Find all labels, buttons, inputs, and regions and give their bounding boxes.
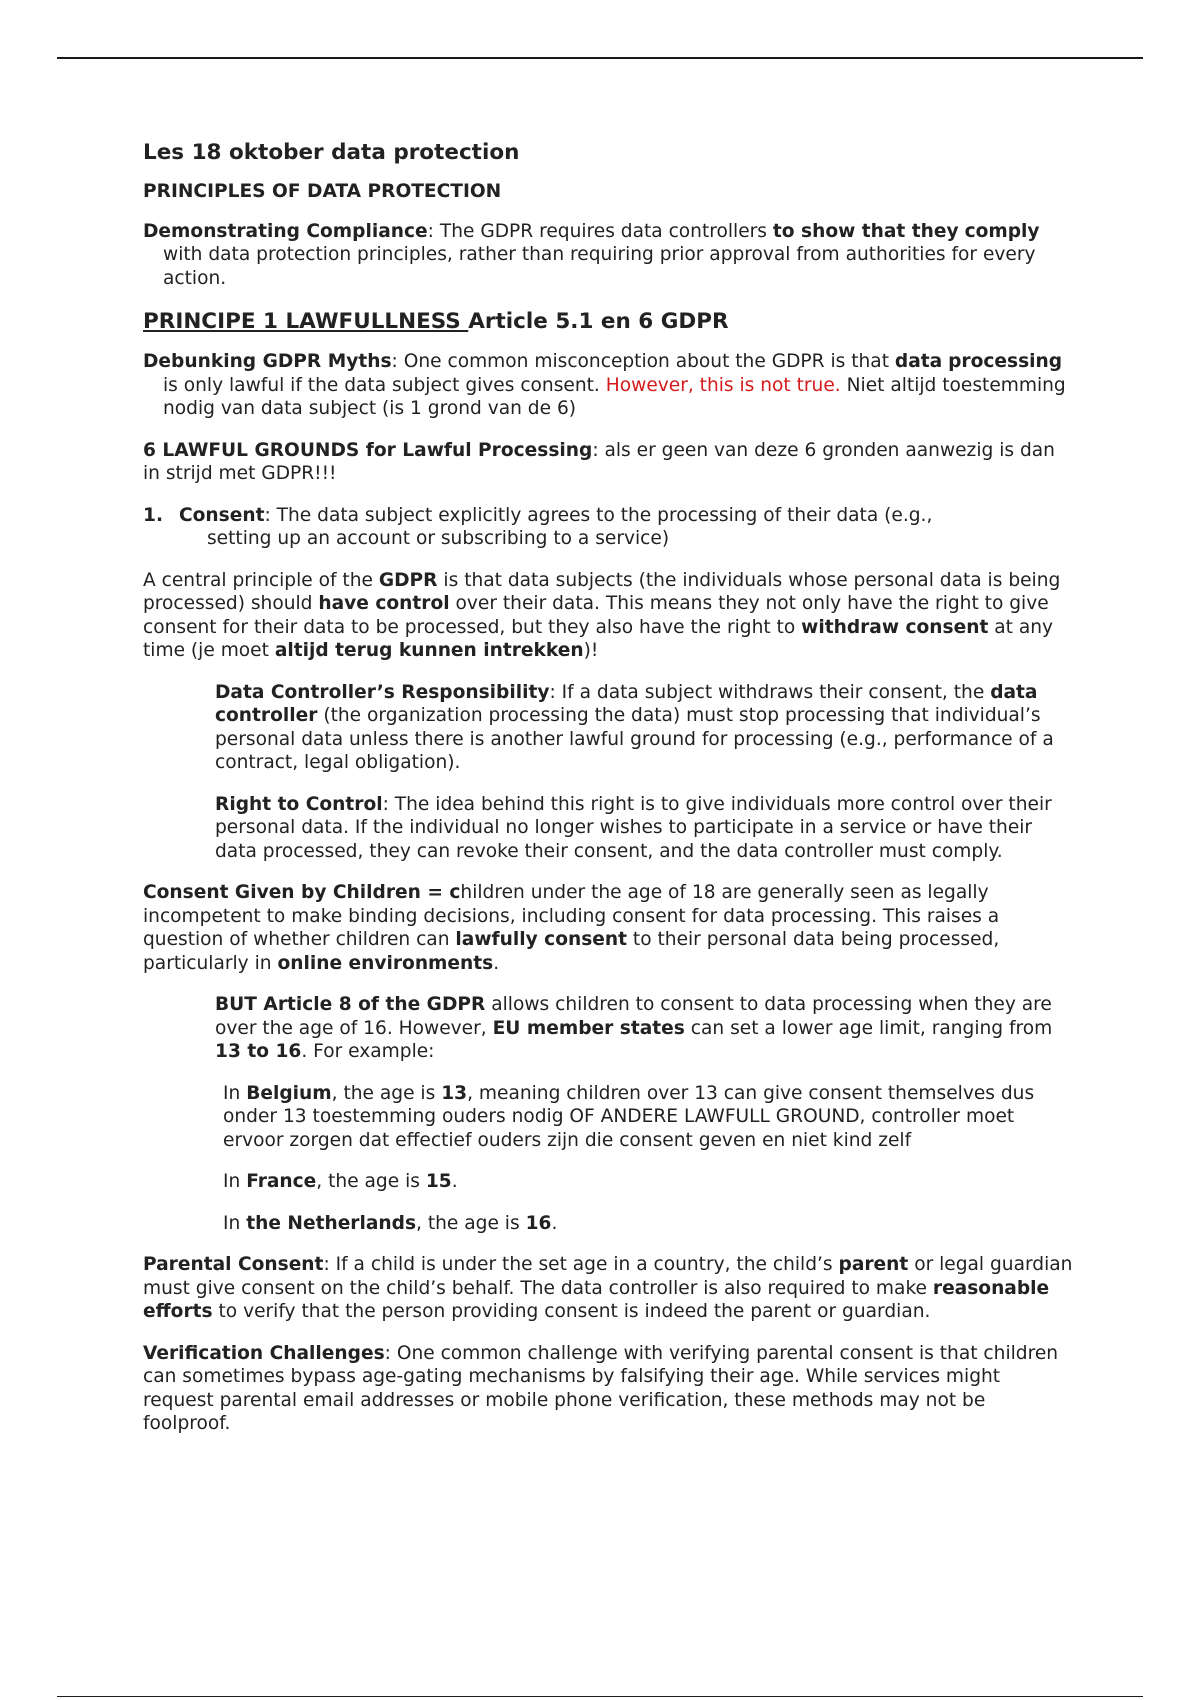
central-t1: A central principle of the	[143, 569, 379, 591]
myths-bold-a: data	[894, 351, 943, 372]
compliance-paragraph	[143, 220, 1073, 291]
consent-text-b: setting up an account or subscribing to a service)	[207, 528, 670, 549]
central-b1: GDPR	[378, 569, 438, 591]
myths-red-text: However, this is not true.	[605, 374, 841, 396]
controller-resp-b1: data controller	[215, 681, 1038, 726]
consent-label: Consent	[179, 504, 265, 526]
netherlands-t1: In	[223, 1212, 247, 1234]
principe-1-article: Article 5.1 en 6 GDPR	[468, 309, 729, 334]
controller-resp-label: Data Controller’s Responsibility	[215, 681, 550, 703]
central-b4: altijd terug kunnen intrekken	[274, 640, 584, 661]
article8-t1: allows children to consent to data processing when they are over the age of 16. However,	[215, 994, 1052, 1039]
right-control-text: : The idea behind this right is to give individuals more control over their personal data. If the individual no longer wishes to participate in a service or have their data processed, they can revoke their consent, and the data controller must comply.	[215, 793, 1052, 862]
verification-paragraph	[143, 1342, 1073, 1436]
controller-resp-t2: (the organization processing the data) must stop processing that individual’s personal data unless there is another lawful ground for processing (e.g., performance of a contract, legal obligation).	[215, 705, 1054, 773]
belgium-t3: , meaning children over 13 can give consent themselves dus onder 13 toestemming ouders nodig OF ANDERE LAWFULL GROUND, controller moet ervoor zorgen dat effectief ouders zijn die consent geven en niet kind zelf	[223, 1082, 1035, 1151]
central-t4: at any time (je moet	[143, 616, 1054, 661]
children-b2: online environments	[277, 952, 494, 974]
belgium-paragraph	[223, 1082, 1073, 1153]
france-b1: France	[246, 1171, 317, 1192]
compliance-label: Demonstrating Compliance	[143, 220, 428, 242]
children-t2: to their personal data being processed, particularly in	[143, 929, 1000, 974]
verification-label: Verification Challenges	[143, 1342, 385, 1364]
myths-text-b: is only lawful if the data subject gives consent.	[163, 374, 606, 396]
parental-b1: parent	[838, 1254, 909, 1275]
children-b1: lawfully consent	[455, 929, 628, 950]
right-to-control-paragraph	[215, 793, 1073, 864]
central-t5: )!	[583, 640, 599, 661]
article8-label: BUT Article 8 of the GDPR	[215, 994, 486, 1015]
children-label: Consent Given by Children = c	[143, 882, 461, 903]
netherlands-paragraph	[223, 1212, 1073, 1236]
central-t3: over their data. This means they not only have the right to give consent for their data to be processed, but they also have the right to	[143, 593, 1049, 638]
parental-t1: : If a child is under the set age in a country, the child’s	[323, 1254, 839, 1275]
france-t3: .	[451, 1171, 458, 1192]
children-t3: .	[493, 952, 500, 974]
belgium-b1: Belgium	[246, 1082, 332, 1104]
central-principle-paragraph	[143, 569, 1073, 663]
article8-t2: can set a lower age limit, ranging from	[684, 1017, 1053, 1039]
myths-paragraph	[143, 350, 1073, 421]
france-b2: 15	[425, 1171, 452, 1192]
grounds-label: 6 LAWFUL GROUNDS for Lawful Processing	[143, 439, 593, 461]
principe-1-heading	[143, 308, 1073, 336]
belgium-t2: , the age is	[331, 1082, 442, 1104]
principles-heading: PRINCIPLES OF DATA PROTECTION	[143, 181, 502, 202]
myths-label: Debunking GDPR Myths	[143, 351, 392, 372]
grounds-text: : als er geen van deze 6 gronden aanwezig is dan in strijd met GDPR!!!	[143, 439, 1055, 484]
compliance-bold-a: to show that they	[772, 220, 959, 242]
france-paragraph	[223, 1170, 1073, 1194]
controller-resp-t1: : If a data subject withdraws their consent, the	[549, 681, 991, 703]
belgium-b2: 13	[441, 1082, 468, 1104]
parental-t2: or legal guardian must give consent on the child’s behalf. The data controller is also required to make	[143, 1254, 1073, 1299]
article-8-paragraph	[215, 993, 1073, 1064]
myths-text-a: : One common misconception about the GDPR is that	[391, 351, 895, 372]
parental-t3: to verify that the person providing consent is indeed the parent or guardian.	[212, 1301, 931, 1322]
children-t1: hildren under the age of 18 are generally seen as legally incompetent to make binding decisions, including consent for data processing. This raises a question of whether children can	[143, 882, 1000, 950]
children-consent-paragraph	[143, 881, 1073, 975]
consent-text-a: : The data subject explicitly agrees to the processing of their data (e.g.,	[264, 504, 933, 526]
compliance-text-b: with data protection principles, rather than requiring prior approval from authorities for every action.	[163, 244, 1036, 289]
belgium-t1: In	[223, 1082, 247, 1104]
verification-text: : One common challenge with verifying parental consent is that children can sometimes bypass age-gating mechanisms by falsifying their age. While services might request parental email addresses or mobile phone verification, these methods may not be foolproof.	[143, 1342, 1059, 1434]
consent-list-item	[143, 504, 1073, 551]
header-rule	[57, 57, 1143, 59]
france-t2: , the age is	[316, 1171, 426, 1192]
central-b3: withdraw consent	[801, 616, 989, 638]
article8-b2: 13 to 16	[215, 1041, 302, 1062]
central-t2: is that data subjects (the individuals whose personal data is being processed) should	[143, 569, 1061, 614]
page-title: Les 18 oktober data protection	[143, 140, 520, 165]
principe-1-underlined: PRINCIPE 1 LAWFULLNESS	[143, 309, 469, 334]
parental-b2: reasonable efforts	[143, 1277, 1050, 1322]
netherlands-b1: the Netherlands	[246, 1212, 417, 1234]
myths-text-c: Niet altijd toestemming nodig van data subject (is 1 grond van de 6)	[163, 374, 1066, 419]
controller-responsibility-paragraph	[215, 681, 1073, 775]
compliance-bold-b: comply	[964, 220, 1040, 242]
netherlands-t3: .	[551, 1212, 558, 1234]
parental-consent-paragraph	[143, 1253, 1073, 1324]
article8-t3: . For example:	[301, 1041, 435, 1062]
list-number: 1.	[143, 504, 164, 526]
article8-b1: EU member states	[492, 1017, 685, 1039]
footer-rule	[57, 1696, 1143, 1697]
grounds-paragraph	[143, 439, 1073, 486]
right-control-label: Right to Control	[215, 793, 383, 815]
netherlands-b2: 16	[525, 1212, 552, 1234]
france-t1: In	[223, 1171, 247, 1192]
document-body	[143, 139, 1073, 1454]
myths-bold-b: processing	[948, 351, 1063, 372]
central-b2: have control	[318, 593, 450, 614]
parental-label: Parental Consent	[143, 1254, 324, 1275]
compliance-text-a: : The GDPR requires data controllers	[427, 220, 773, 242]
netherlands-t2: , the age is	[416, 1212, 526, 1234]
